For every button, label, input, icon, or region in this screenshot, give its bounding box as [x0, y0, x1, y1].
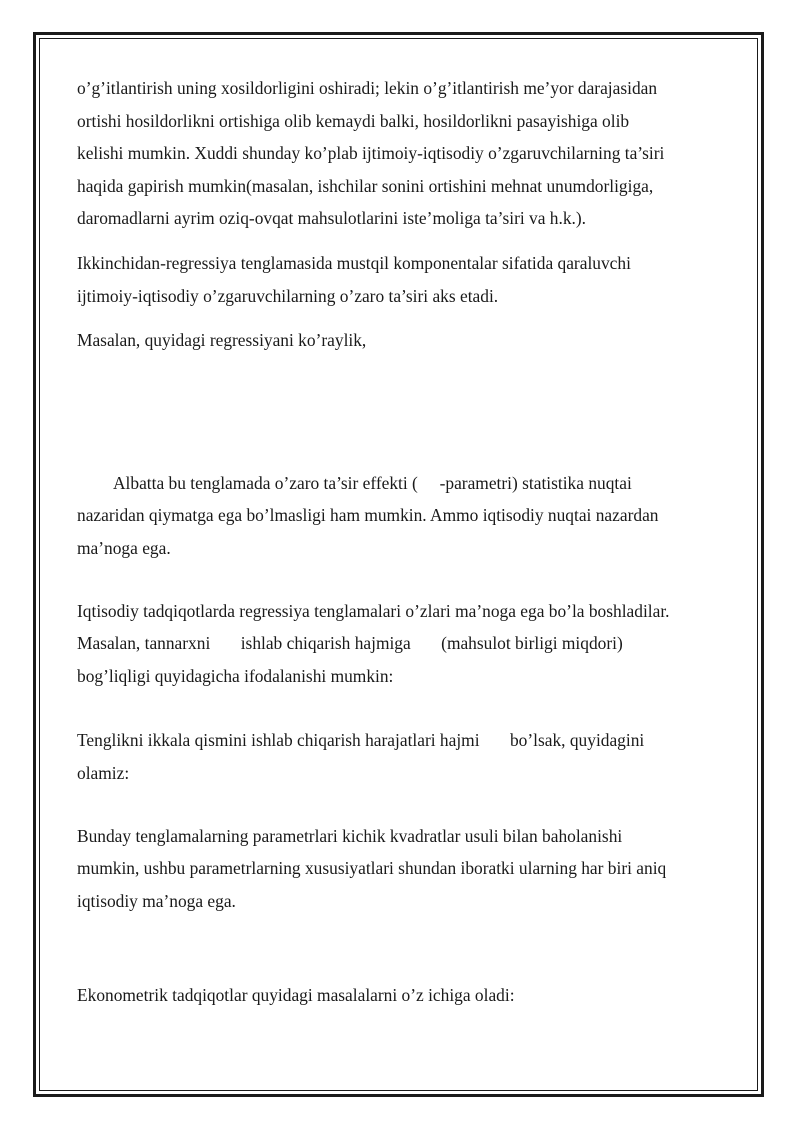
paragraph-example-regression: [77, 324, 727, 357]
paragraph-both-sides: [77, 724, 727, 789]
text-line-content: Albatta bu tenglamada o’zaro ta’sir effekti ( -parametri) statistika nuqtai: [113, 472, 632, 493]
text-line: Bunday tenglamalarning parametrlari kichik kvadratlar usuli bilan baholanishi: [77, 825, 623, 846]
text-line: Ekonometrik tadqiqotlar quyidagi masalalarni o’z ichiga oladi:: [77, 985, 515, 1006]
text-line: haqida gapirish mumkin(masalan, ishchilar sonini ortishini mehnat unumdorligiga,: [77, 175, 654, 196]
paragraph-economic-research: [77, 595, 727, 693]
text-line: bog’liqligi quyidagicha ifodalanishi mumkin:: [77, 665, 394, 686]
text-line: Masalan, quyidagi regressiyani ko’raylik,: [77, 330, 367, 351]
paragraph-econometric-tasks: [77, 979, 727, 1012]
text-line: ma’noga ega.: [77, 537, 171, 558]
text-line: mumkin, ushbu parametrlarning xususiyatlari shundan iboratki ularning har biri aniq: [77, 858, 667, 879]
text-line: Masalan, tannarxni ishlab chiqarish hajmiga (mahsulot birligi miqdori): [77, 633, 623, 654]
text-line: Iqtisodiy tadqiqotlarda regressiya tenglamalari o’zlari ma’noga ega bo’la boshladilar.: [77, 600, 670, 621]
paragraph-least-squares: [77, 820, 727, 918]
text-line: ijtimoiy-iqtisodiy o’zgaruvchilarning o’zaro ta’siri aks etadi.: [77, 285, 499, 306]
text-line: kelishi mumkin. Xuddi shunday ko’plab ijtimoiy-iqtisodiy o’zgaruvchilarning ta’siri: [77, 143, 665, 164]
page-content: [77, 72, 727, 1012]
text-line: Ikkinchidan-regressiya tenglamasida mustqil komponentalar sifatida qaraluvchi: [77, 252, 631, 273]
paragraph-interaction: [77, 247, 727, 312]
text-line: daromadlarni ayrim oziq-ovqat mahsulotlarini iste’moliga ta’siri va h.k.).: [77, 208, 587, 229]
text-line: olamiz:: [77, 762, 130, 783]
paragraph-fertilizer-effect: [77, 72, 727, 235]
text-line: Tenglikni ikkala qismini ishlab chiqarish harajatlari hajmi bo’lsak, quyidagini: [77, 730, 645, 751]
text-line: ortishi hosildorlikni ortishiga olib kemaydi balki, hosildorlikni pasayishiga olib: [77, 110, 630, 131]
text-line: o’g’itlantirish uning xosildorligini oshiradi; lekin o’g’itlantirish me’yor darajasidan: [77, 78, 658, 98]
text-line: iqtisodiy ma’noga ega.: [77, 890, 236, 911]
paragraph-interaction-effect: [77, 467, 727, 565]
text-line: [77, 467, 727, 500]
text-line: nazaridan qiymatga ega bo’lmasligi ham mumkin. Ammo iqtisodiy nuqtai nazardan: [77, 505, 659, 526]
